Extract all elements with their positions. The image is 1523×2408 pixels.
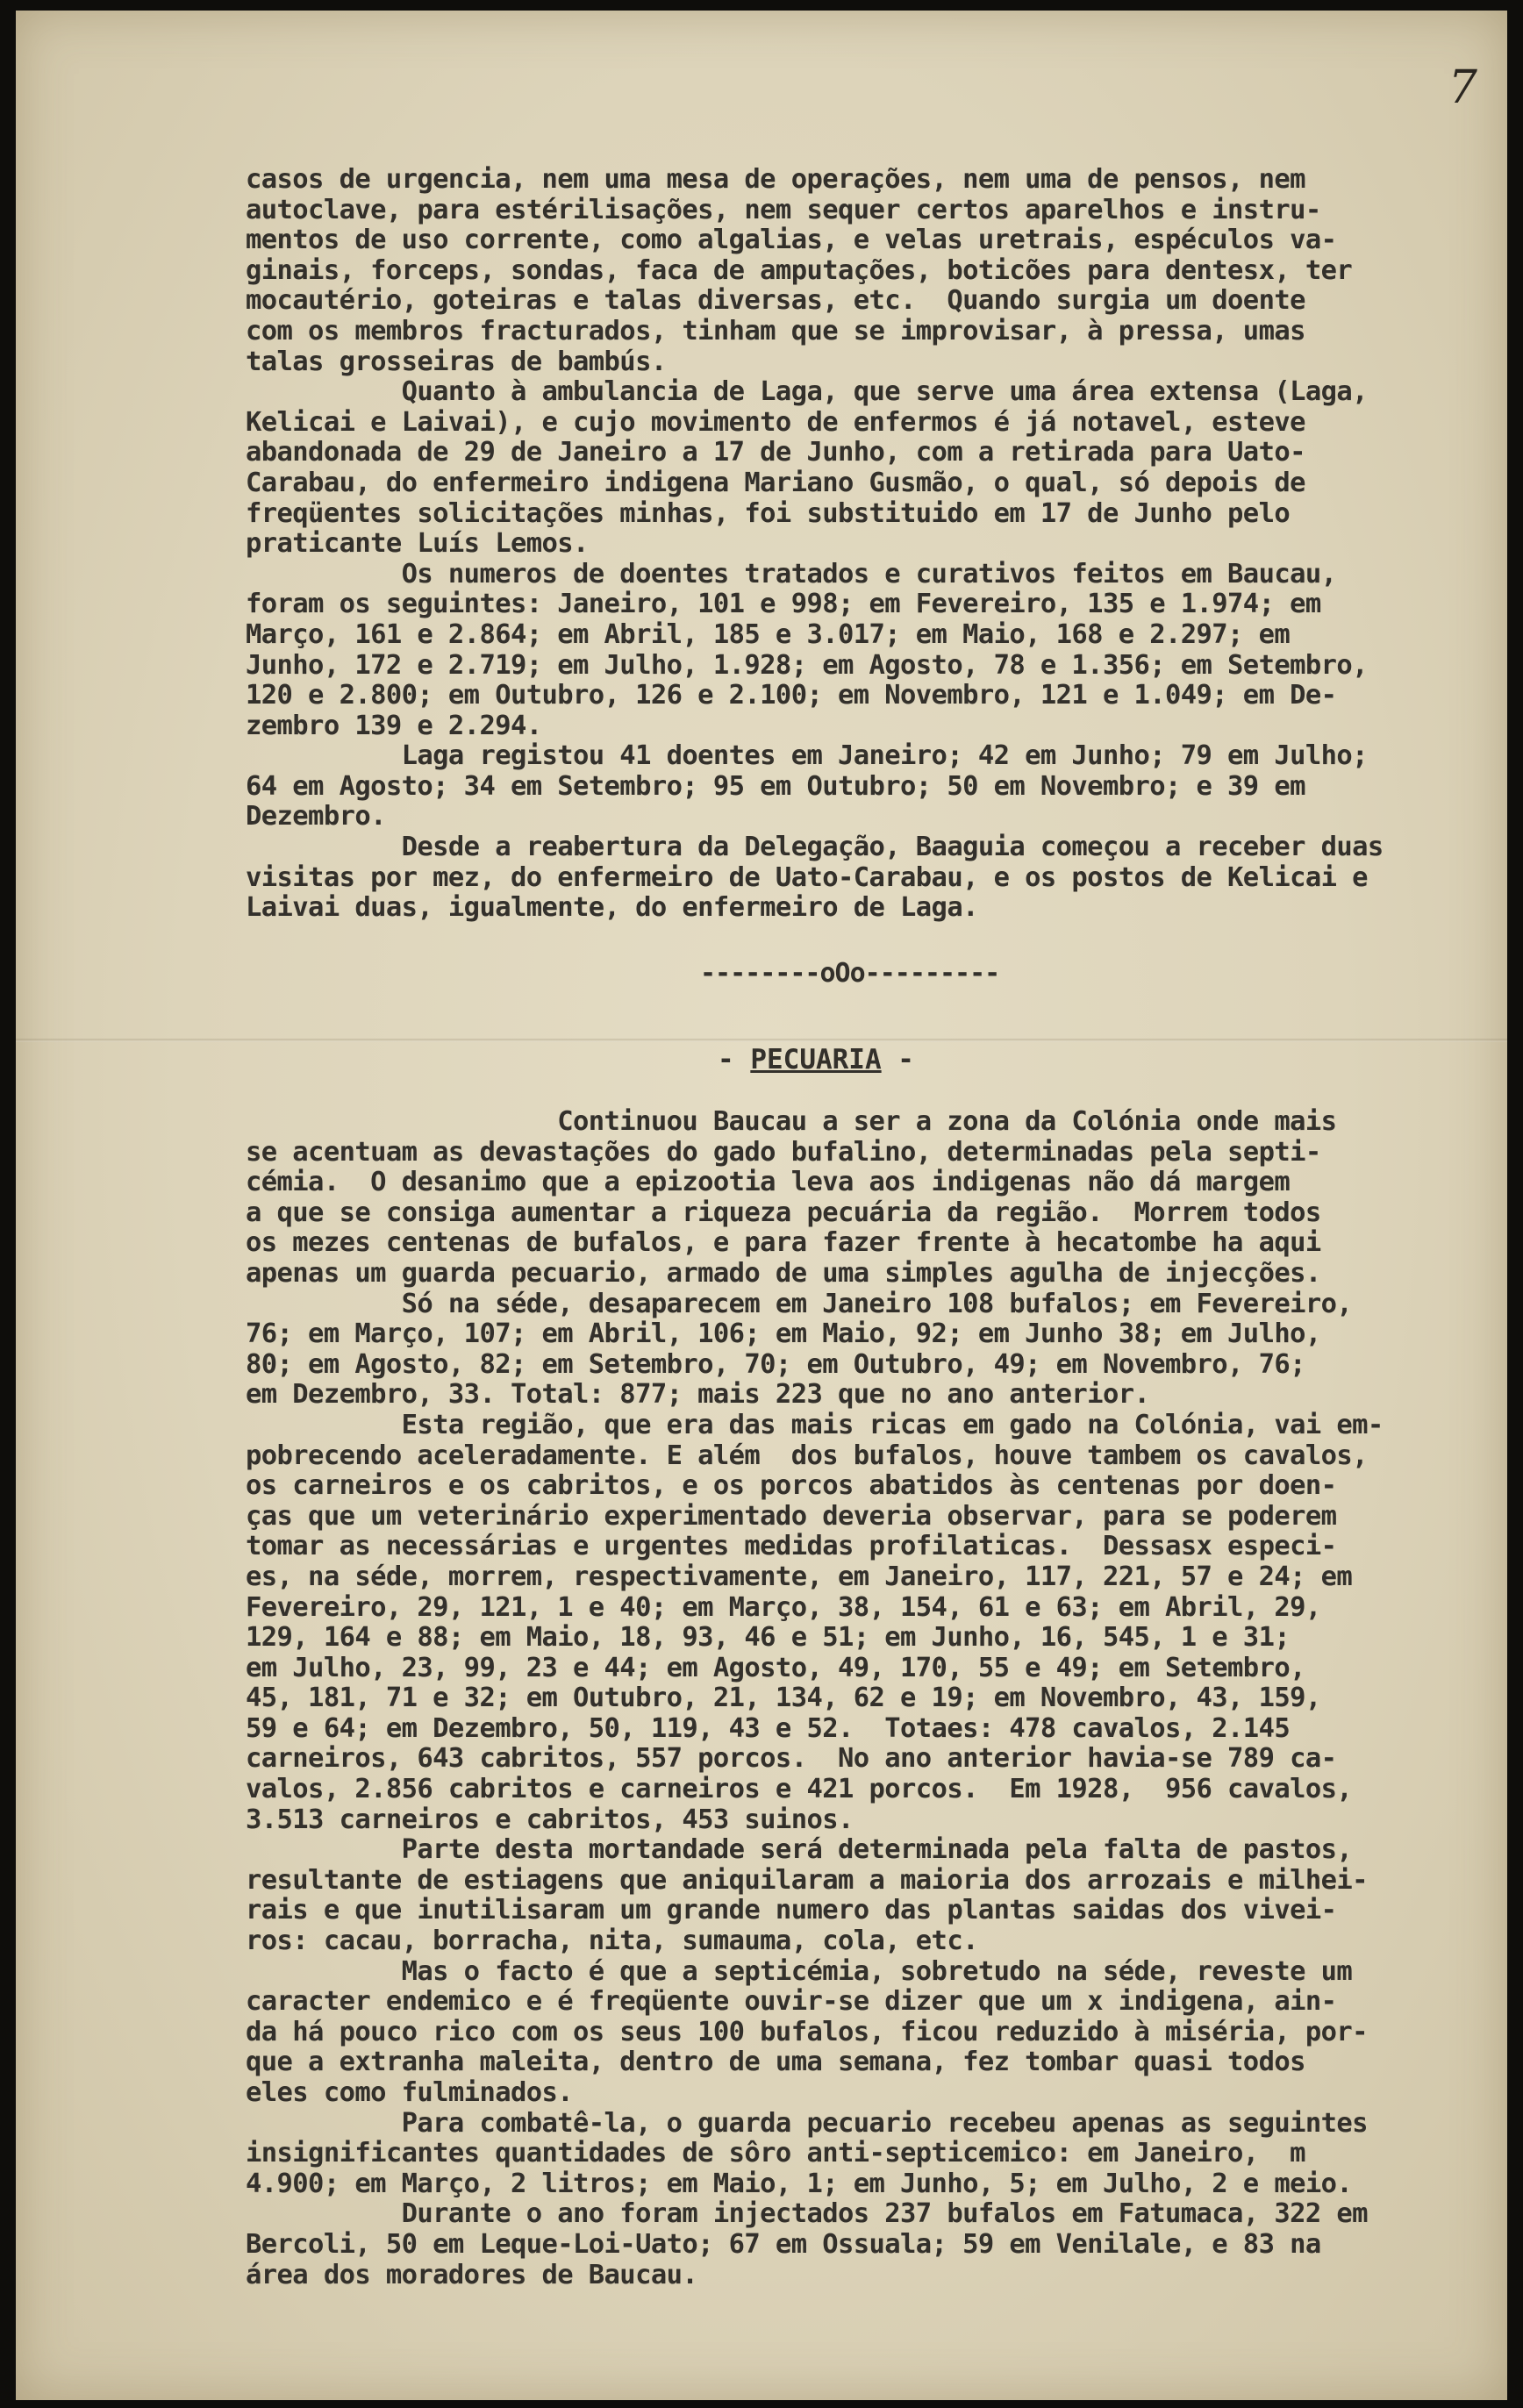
text-line: Junho, 172 e 2.719; em Julho, 1.928; em Agosto, 78 e 1.356; em Setembro, (246, 649, 1368, 681)
text-line: em Dezembro, 33. Total: 877; mais 223 que no ano anterior. (246, 1379, 1150, 1411)
text-line: Continuou Baucau a ser a zona da Colónia onde mais (246, 1106, 1337, 1137)
text-line: os mezes centenas de bufalos, e para fazer frente à hecatombe ha aqui (246, 1227, 1321, 1259)
text-line: 4.900; em Março, 2 litros; em Maio, 1; em Junho, 5; em Julho, 2 e meio. (246, 2168, 1353, 2199)
text-line: da há pouco rico com os seus 100 bufalos, ficou reduzido à miséria, por- (246, 2016, 1368, 2047)
text-line: que a extranha maleita, dentro de uma semana, fez tombar quasi todos (246, 2047, 1305, 2078)
section-divider: --------oOo--------- (700, 958, 1000, 989)
text-line: valos, 2.856 cabritos e carneiros e 421 porcos. Em 1928, 956 cavalos, (246, 1774, 1353, 1805)
text-line: os carneiros e os cabritos, e os porcos abatidos às centenas por doen- (246, 1470, 1337, 1502)
text-line: se acentuam as devastações do gado bufalino, determinadas pela septi- (246, 1136, 1321, 1168)
text-line: em Julho, 23, 99, 23 e 44; em Agosto, 49, 170, 55 e 49; em Setembro, (246, 1652, 1305, 1683)
text-line: ças que um veterinário experimentado deveria observar, para se poderem (246, 1500, 1337, 1532)
text-line: ros: cacau, borracha, nita, sumauma, cola, etc. (246, 1926, 978, 1957)
text-line: Laivai duas, igualmente, do enfermeiro de Laga. (246, 892, 978, 924)
text-line: Desde a reabertura da Delegação, Baaguia começou a receber duas (246, 832, 1384, 863)
text-line: cémia. O desanimo que a epizootia leva aos indigenas não dá margem (246, 1167, 1291, 1198)
text-line: Só na séde, desaparecem em Janeiro 108 bufalos; em Fevereiro, (246, 1288, 1353, 1319)
section-pecuaria-text (246, 1107, 1491, 2290)
text-line: com os membros fracturados, tinham que se improvisar, à pressa, umas (246, 315, 1305, 347)
text-line: eles como fulminados. (246, 2077, 574, 2108)
section-health-text (246, 165, 1491, 924)
text-line: 45, 181, 71 e 32; em Outubro, 21, 134, 62 e 19; em Novembro, 43, 159, (246, 1683, 1321, 1714)
text-line: Esta região, que era das mais ricas em gado na Colónia, vai em- (246, 1409, 1384, 1440)
text-line: Laga registou 41 doentes em Janeiro; 42 em Junho; 79 em Julho; (246, 740, 1368, 772)
text-line: 80; em Agosto, 82; em Setembro, 70; em Outubro, 49; em Novembro, 76; (246, 1348, 1305, 1380)
text-line: ginais, forceps, sondas, faca de amputações, boticões para dentesx, ter (246, 254, 1353, 286)
text-line: 76; em Março, 107; em Abril, 106; em Maio, 92; em Junho 38; em Julho, (246, 1318, 1321, 1350)
text-line: praticante Luís Lemos. (246, 528, 589, 560)
text-line: talas grosseiras de bambús. (246, 346, 667, 377)
heading-right-dash: - (881, 1044, 914, 1075)
text-line: Carabau, do enfermeiro indigena Mariano Gusmão, o qual, só depois de (246, 467, 1305, 498)
text-line: 120 e 2.800; em Outubro, 126 e 2.100; em Novembro, 121 e 1.049; em De- (246, 680, 1337, 711)
text-line: Durante o ano foram injectados 237 bufalos em Fatumaca, 322 em (246, 2198, 1368, 2230)
text-line: área dos moradores de Baucau. (246, 2259, 698, 2290)
text-line: rais e que inutilisaram um grande numero das plantas saidas dos vivei- (246, 1895, 1337, 1926)
text-line: caracter endemico e é freqüente ouvir-se dizer que um x indigena, ain- (246, 1986, 1337, 2018)
text-line: autoclave, para estérilisações, nem sequer certos aparelhos e instru- (246, 194, 1321, 225)
document-page (16, 11, 1507, 2400)
text-line: Março, 161 e 2.864; em Abril, 185 e 3.017; em Maio, 168 e 2.297; em (246, 618, 1291, 650)
text-line: es, na séde, morrem, respectivamente, em Janeiro, 117, 221, 57 e 24; em (246, 1561, 1353, 1592)
text-line: Dezembro. (246, 801, 386, 832)
text-line: freqüentes solicitações minhas, foi substituido em 17 de Junho pelo (246, 497, 1291, 529)
text-line: resultante de estiagens que aniquilaram a maioria dos arrozais e milhei- (246, 1864, 1368, 1896)
text-line: carneiros, 643 cabritos, 557 porcos. No ano anterior havia-se 789 ca- (246, 1743, 1337, 1775)
fold-crease (16, 1039, 1507, 1042)
text-line: 3.513 carneiros e cabritos, 453 suinos. (246, 1804, 854, 1835)
text-line: tomar as necessárias e urgentes medidas profilaticas. Dessasx especi- (246, 1531, 1337, 1562)
text-line: Quanto à ambulancia de Laga, que serve uma área extensa (Laga, (246, 376, 1368, 408)
text-line: Para combatê-la, o guarda pecuario recebeu apenas as seguintes (246, 2107, 1368, 2139)
text-line: a que se consiga aumentar a riqueza pecuária da região. Morrem todos (246, 1197, 1321, 1228)
text-line: 129, 164 e 88; em Maio, 18, 93, 46 e 51; em Junho, 16, 545, 1 e 31; (246, 1622, 1291, 1654)
text-line: foram os seguintes: Janeiro, 101 e 998; em Fevereiro, 135 e 1.974; em (246, 589, 1321, 620)
section-heading (718, 1044, 914, 1075)
text-line: Parte desta mortandade será determinada pela falta de pastos, (246, 1834, 1353, 1866)
page-number: 7 (1448, 61, 1477, 114)
heading-left-dash: - (718, 1044, 751, 1075)
text-line: Os numeros de doentes tratados e curativos feitos em Baucau, (246, 558, 1337, 589)
text-line: Fevereiro, 29, 121, 1 e 40; em Março, 38, 154, 61 e 63; em Abril, 29, (246, 1591, 1321, 1623)
text-line: Kelicai e Laivai), e cujo movimento de enfermos é já notavel, esteve (246, 406, 1305, 438)
text-line: pobrecendo aceleradamente. E além dos bufalos, houve tambem os cavalos, (246, 1440, 1368, 1471)
heading-title: PECUARIA (750, 1044, 882, 1075)
text-line: mentos de uso corrente, como algalias, e velas uretrais, espéculos va- (246, 225, 1337, 256)
text-line: abandonada de 29 de Janeiro a 17 de Junho, com a retirada para Uato- (246, 437, 1305, 468)
text-line: 59 e 64; em Dezembro, 50, 119, 43 e 52. Totaes: 478 cavalos, 2.145 (246, 1712, 1291, 1744)
text-line: casos de urgencia, nem uma mesa de operações, nem uma de pensos, nem (246, 164, 1305, 195)
text-line: Bercoli, 50 em Leque-Loi-Uato; 67 em Ossuala; 59 em Venilale, e 83 na (246, 2228, 1321, 2260)
text-line: zembro 139 e 2.294. (246, 710, 542, 741)
text-line: 64 em Agosto; 34 em Setembro; 95 em Outubro; 50 em Novembro; e 39 em (246, 770, 1305, 802)
text-line: mocautério, goteiras e talas diversas, etc. Quando surgia um doente (246, 285, 1305, 317)
text-line: visitas por mez, do enfermeiro de Uato-Carabau, e os postos de Kelicai e (246, 861, 1368, 893)
text-line: insignificantes quantidades de sôro anti-septicemico: em Janeiro, m (246, 2138, 1305, 2169)
text-line: apenas um guarda pecuario, armado de uma simples agulha de injecções. (246, 1257, 1321, 1289)
text-line: Mas o facto é que a septicémia, sobretudo na séde, reveste um (246, 1955, 1353, 1987)
